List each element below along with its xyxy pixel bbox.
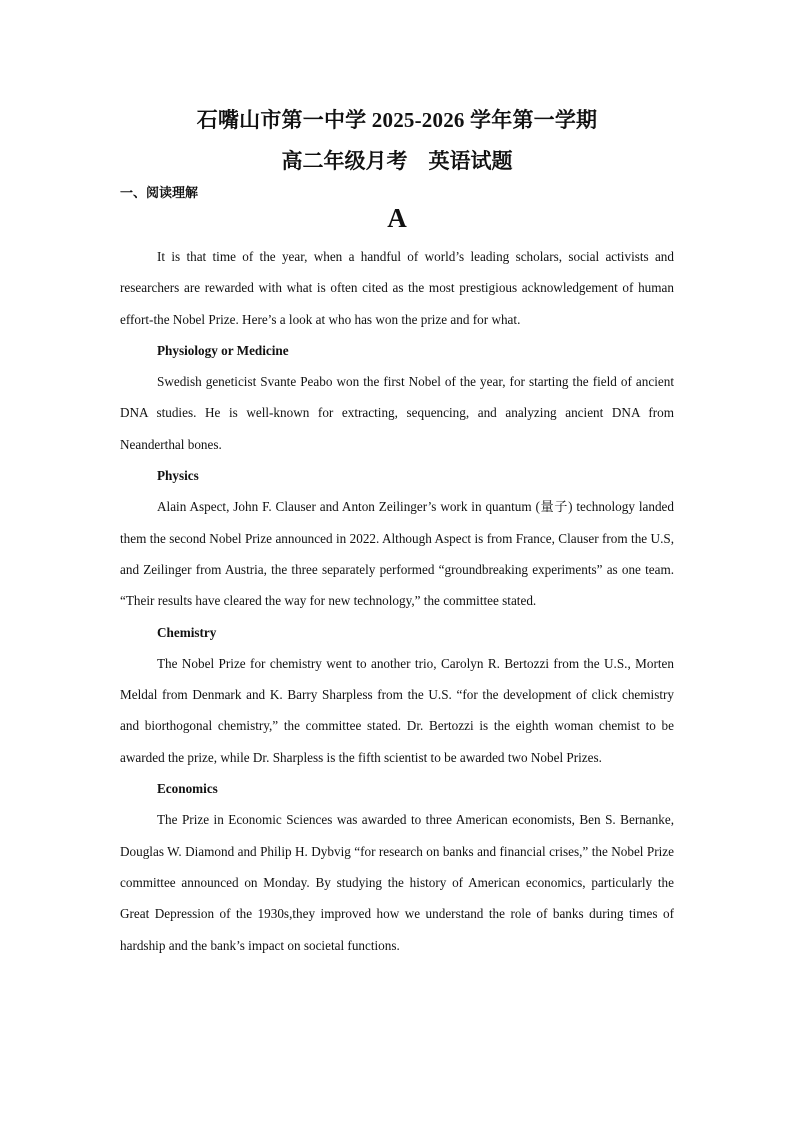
section-heading: 一、阅读理解 (120, 185, 199, 200)
passage-body (120, 241, 674, 961)
physics-paragraph: Alain Aspect, John F. Clauser and Anton Zeilinger’s work in quantum (量子) technology landed them the second Nobel Prize announced in 2022. Although Aspect is from France, Clauser from the U.S, and Zeilinger from Austria, the three separately performed “groundbreaking experiments” as one team. “Their results have cleared the way for new technology,” the committee stated. (120, 499, 674, 609)
exam-title: 石嘴山市第一中学 2025-2026 学年第一学期 (196, 108, 598, 132)
intro-paragraph: It is that time of the year, when a handful of world’s leading scholars, social activists and researchers are rewarded with what is often cited as the most prestigious acknowledgement of human effort-the Nobel Prize. Here’s a look at who has won the prize and for what. (120, 249, 674, 327)
physics-heading: Physics (157, 468, 199, 484)
exam-subtitle: 高二年级月考 英语试题 (281, 149, 513, 173)
economics-heading: Economics (157, 781, 218, 797)
passage-letter: A (387, 203, 407, 233)
medicine-paragraph: Swedish geneticist Svante Peabo won the first Nobel of the year, for starting the field of ancient DNA studies. He is well-known for extracting, sequencing, and analyzing ancient DNA from Neanderthal bones. (120, 374, 674, 452)
chemistry-heading: Chemistry (157, 624, 217, 640)
economics-paragraph: The Prize in Economic Sciences was awarded to three American economists, Ben S. Bernanke, Douglas W. Diamond and Philip H. Dybvig “for research on banks and financial crises,” the Nobel Prize committee announced on Monday. By studying the history of American economics, particularly the Great Depression of the 1930s,they improved how we understand the role of banks during times of hardship and the bank’s impact on societal functions. (120, 812, 674, 953)
medicine-heading: Physiology or Medicine (157, 342, 289, 358)
chemistry-paragraph: The Nobel Prize for chemistry went to another trio, Carolyn R. Bertozzi from the U.S., Morten Meldal from Denmark and K. Barry Sharpless from the U.S. “for the development of click chemistry and biorthogonal chemistry,” the committee stated. Dr. Bertozzi is the eighth woman chemist to be awarded the prize, while Dr. Sharpless is the fifth scientist to be awarded two Nobel Prizes. (120, 655, 674, 765)
